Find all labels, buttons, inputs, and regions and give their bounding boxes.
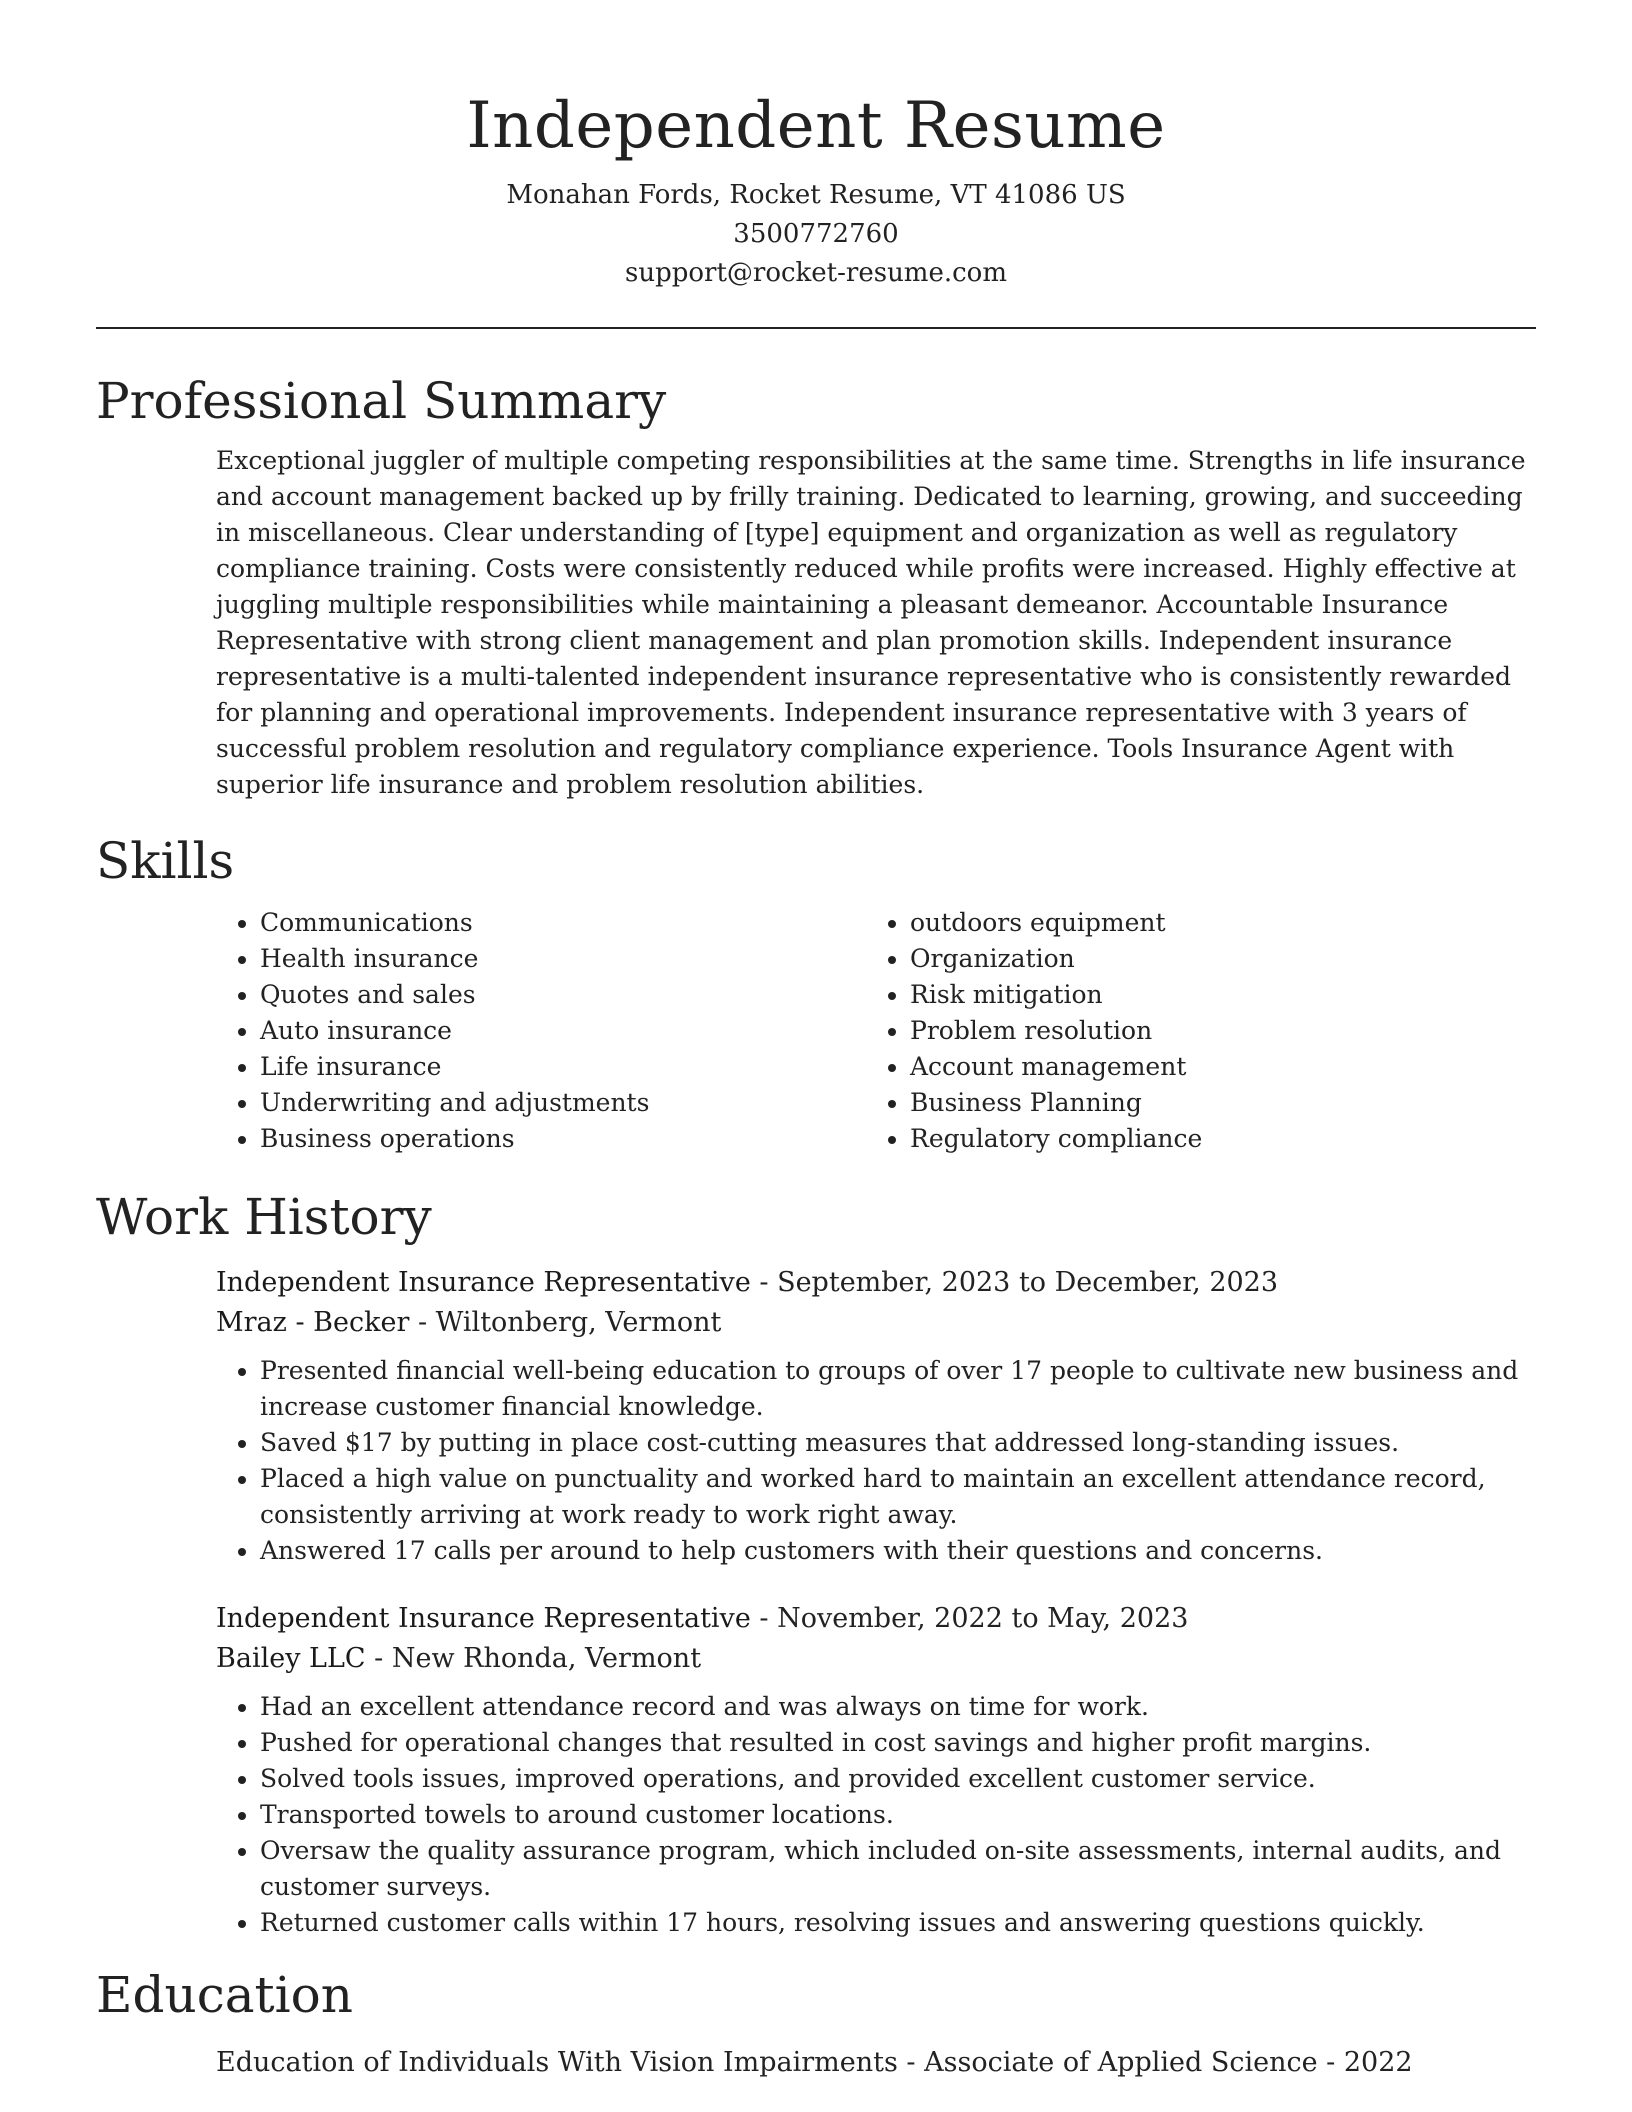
job-bullets [216, 1353, 1536, 1569]
job-bullets [216, 1689, 1536, 1941]
resume-name: Independent Resume [466, 89, 1166, 163]
job-bullet: • Presented financial well-being education to groups of over 17 people to cultivate new business and increase customer financial knowledge. [260, 1353, 1536, 1425]
job-role: Independent Insurance Representative [216, 1267, 751, 1298]
job-dates: - September, 2023 to December, 2023 [750, 1267, 1279, 1298]
contact-phone: 3500772760 [733, 219, 899, 249]
summary-text: Exceptional juggler of multiple competing responsibilities at the same time. Strengths in life insurance and account management backed up by frilly training. Dedicated to learning, growing, and succeeding in miscellaneous. Clear understanding of [type] equipment and organization as well as regulatory compliance training. Costs were consistently reduced while profits were increased. Highly effective at juggling multiple responsibilities while maintaining a pleasant demeanor. Accountable Insurance Representative with strong client management and plan promotion skills. Independent insurance representative is a multi-talented independent insurance representative who is consistently rewarded for planning and operational improvements. Independent insurance representative with 3 years of successful problem resolution and regulatory compliance experience. Tools Insurance Agent with superior life insurance and problem resolution abilities. [216, 446, 1526, 799]
skill-item: • Quotes and sales [260, 977, 866, 1013]
skill-item: • Account management [910, 1049, 1516, 1085]
skill-item: • Business operations [260, 1121, 866, 1157]
skills-column-right [866, 905, 1516, 1157]
job-bullet: • Returned customer calls within 17 hours, resolving issues and answering questions quickly. [260, 1905, 1536, 1941]
skill-item: • Auto insurance [260, 1013, 866, 1049]
education-entry: Education of Individuals With Vision Impairments - Associate of Applied Science - 2022 [216, 2047, 1413, 2078]
contact-block [96, 176, 1536, 293]
skill-item: • Risk mitigation [910, 977, 1516, 1013]
job-bullet: • Saved $17 by putting in place cost-cutting measures that addressed long-standing issues. [260, 1425, 1536, 1461]
skill-item: • Business Planning [910, 1085, 1516, 1121]
job-company: Bailey LLC [216, 1643, 366, 1674]
job-entry [216, 1599, 1536, 1941]
contact-email: support@rocket-resume.com [624, 258, 1007, 288]
header-divider [96, 327, 1536, 329]
job-location: - New Rhonda, Vermont [365, 1643, 702, 1674]
skill-item: • Underwriting and adjustments [260, 1085, 866, 1121]
contact-address: Monahan Fords, Rocket Resume, VT 41086 US [506, 180, 1126, 210]
work-history-heading: Work History [96, 1188, 432, 1246]
job-bullet: • Pushed for operational changes that resulted in cost savings and higher profit margins. [260, 1725, 1536, 1761]
job-role: Independent Insurance Representative [216, 1603, 751, 1634]
job-title-line [216, 1263, 1536, 1303]
job-title-line [216, 1599, 1536, 1639]
skill-item: • outdoors equipment [910, 905, 1516, 941]
job-bullet: • Oversaw the quality assurance program, which included on-site assessments, internal audits, and customer surveys. [260, 1833, 1536, 1905]
skills-heading: Skills [96, 832, 235, 890]
job-bullet: • Placed a high value on punctuality and worked hard to maintain an excellent attendance record, consistently arriving at work ready to work right away. [260, 1461, 1536, 1533]
job-company: Mraz - Becker [216, 1307, 410, 1338]
job-bullet: • Answered 17 calls per around to help customers with their questions and concerns. [260, 1533, 1536, 1569]
job-entry [216, 1263, 1536, 1569]
job-bullet: • Transported towels to around customer locations. [260, 1797, 1536, 1833]
skill-item: • Regulatory compliance [910, 1121, 1516, 1157]
skills-column-left [216, 905, 866, 1157]
skill-item: • Problem resolution [910, 1013, 1516, 1049]
job-location: - Wiltonberg, Vermont [409, 1307, 722, 1338]
skill-item: • Life insurance [260, 1049, 866, 1085]
job-dates: - November, 2022 to May, 2023 [750, 1603, 1189, 1634]
resume-page [96, 0, 1536, 2083]
education-heading: Education [96, 1966, 353, 2024]
job-company-line [216, 1303, 1536, 1343]
job-company-line [216, 1639, 1536, 1679]
skill-item: • Communications [260, 905, 866, 941]
summary-heading: Professional Summary [96, 372, 667, 430]
job-bullet: • Had an excellent attendance record and was always on time for work. [260, 1689, 1536, 1725]
skill-item: • Organization [910, 941, 1516, 977]
skill-item: • Health insurance [260, 941, 866, 977]
skills-list [216, 905, 1536, 1157]
job-bullet: • Solved tools issues, improved operations, and provided excellent customer service. [260, 1761, 1536, 1797]
